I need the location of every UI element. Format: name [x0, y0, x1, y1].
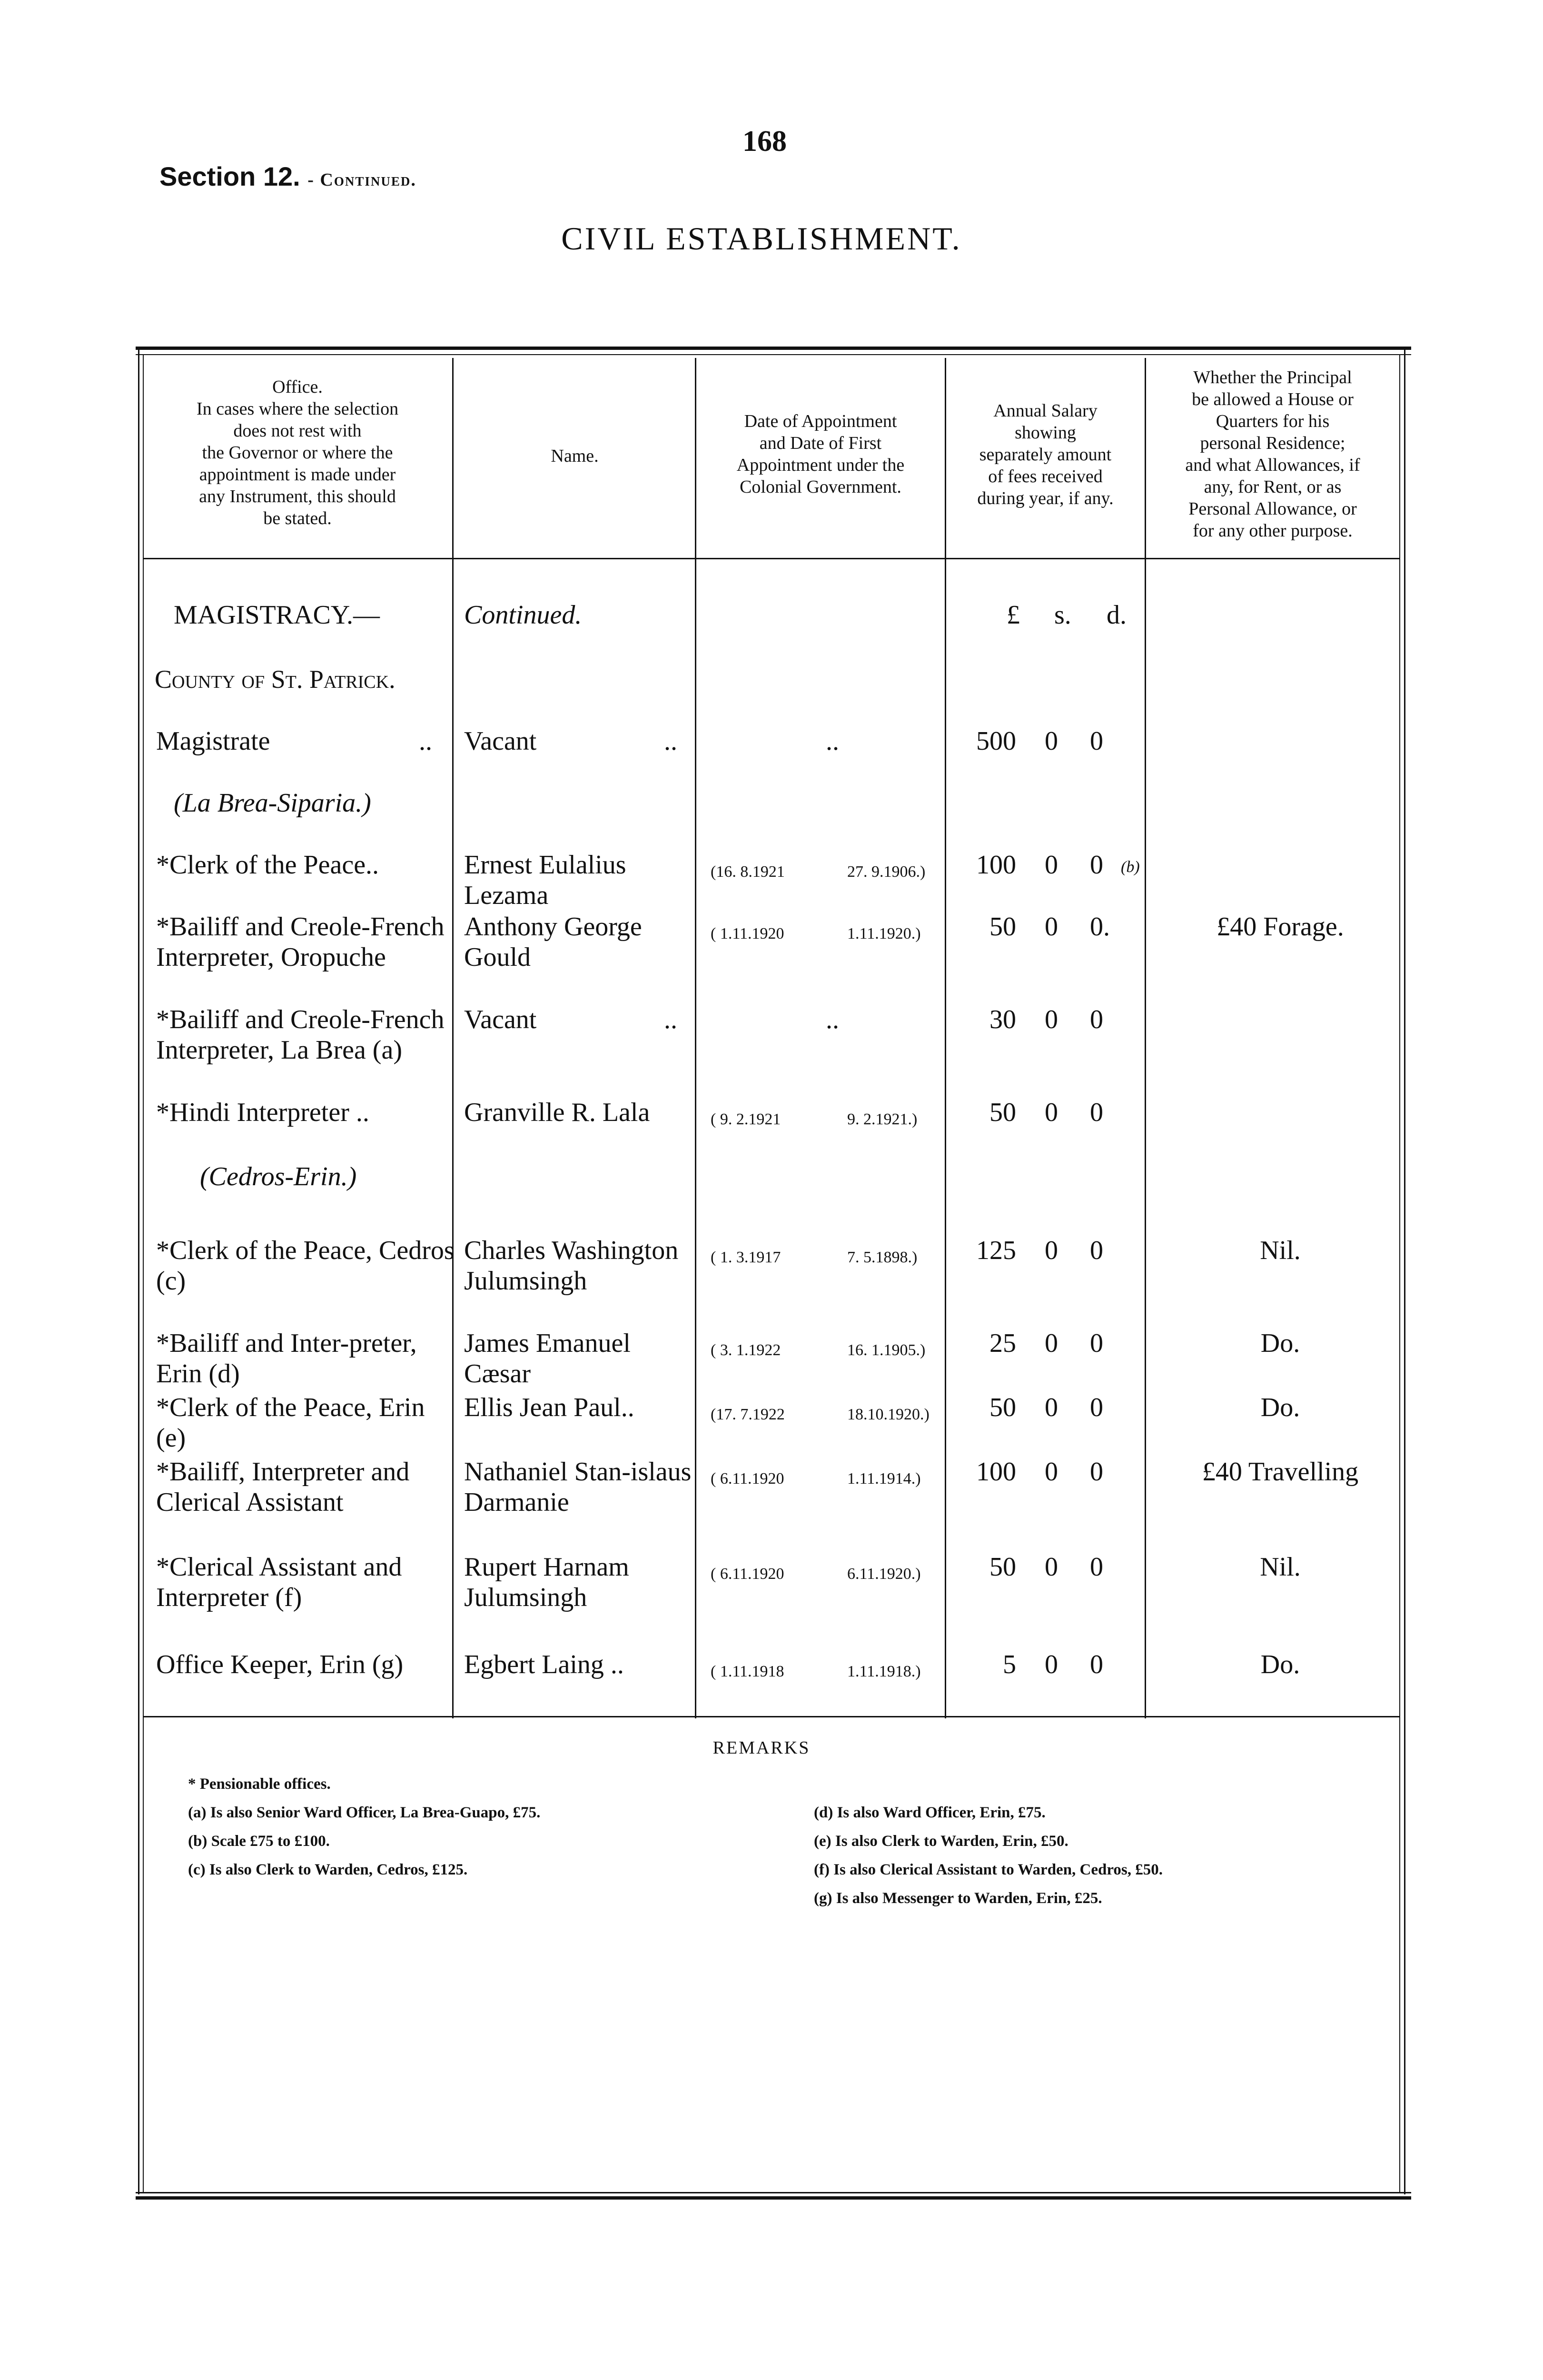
allowance-remark: Nil. [1260, 1552, 1301, 1582]
remark-note: (b) Scale £75 to £100. [188, 1833, 330, 1850]
table-row-office: Office Keeper, Erin (g) [156, 1650, 404, 1679]
page-title: CIVIL ESTABLISHMENT. [561, 220, 962, 257]
continued-label: Continued. [464, 600, 582, 630]
header-salary-line: Annual Salary [993, 401, 1098, 421]
header-allowance-line: any, for Rent, or as [1204, 477, 1342, 497]
date-first-appointment: 1.11.1918.) [847, 1663, 921, 1680]
remark-note: (c) Is also Clerk to Warden, Cedros, £125. [188, 1861, 468, 1878]
salary-shillings: 0 [1045, 1457, 1058, 1487]
date-appointment: ( 1.11.1920 [711, 925, 784, 942]
table-row-name: Granville R. Lala [464, 1098, 650, 1127]
table-row-office: Magistrate [156, 726, 270, 756]
salary-shillings: 0 [1045, 1650, 1058, 1679]
name-text: Ernest Eulalius Lezama [464, 850, 626, 910]
header-date-line: and Date of First [759, 433, 882, 453]
date-first-appointment: 9. 2.1921.) [847, 1111, 918, 1128]
salary-shillings: 0 [1045, 850, 1058, 880]
date-appointment: ( 9. 2.1921 [711, 1111, 781, 1128]
salary-shillings: 0 [1045, 726, 1058, 756]
table-row-office: *Bailiff and Inter-preter, Erin (d) [156, 1329, 417, 1388]
table-right-rule [1404, 350, 1405, 2194]
leader-dots: .. [664, 726, 677, 756]
salary-pence: 0 [1090, 1329, 1103, 1358]
salary-pounds: 125 [976, 1236, 1016, 1265]
col-divider-4 [1145, 358, 1146, 1718]
salary-shillings: 0 [1045, 1552, 1058, 1582]
header-date [696, 410, 945, 498]
table-row-name: Egbert Laing .. [464, 1650, 624, 1679]
date-appointment: ( 1. 3.1917 [711, 1249, 781, 1266]
allowance-remark: Do. [1260, 1393, 1300, 1422]
table-row-name: Ellis Jean Paul.. [464, 1393, 634, 1422]
remark-note: (f) Is also Clerical Assistant to Warden, Cedros, £50. [814, 1861, 1163, 1878]
header-office-line: does not rest with [233, 421, 362, 441]
allowance-remark: £40 Travelling [1202, 1457, 1359, 1487]
salary-pounds: 500 [976, 726, 1016, 756]
header-office [145, 376, 450, 529]
header-office-line: the Governor or where the [202, 443, 393, 463]
table-row-name [464, 850, 692, 911]
salary-pounds: 25 [989, 1329, 1016, 1358]
table-row-name: Vacant [464, 1005, 537, 1034]
salary-pence: 0 [1090, 1650, 1103, 1679]
table-left-inner-rule [143, 355, 144, 2192]
remark-note: * Pensionable offices. [188, 1775, 331, 1793]
table-bottom-rule [136, 2196, 1411, 2200]
table-row-name: Anthony George Gould [464, 912, 642, 972]
subheading-cedros-erin: (Cedros-Erin.) [200, 1162, 357, 1191]
date-placeholder: .. [826, 1005, 839, 1034]
table-row-office: *Clerk of the Peace.. [156, 850, 379, 880]
header-salary-line: of fees received [988, 466, 1103, 486]
header-allowance [1146, 367, 1399, 542]
section-continued: - Continued. [307, 170, 416, 190]
date-appointment: (16. 8.1921 [711, 863, 785, 881]
remarks-title: REMARKS [712, 1738, 811, 1758]
table-right-inner-rule [1399, 355, 1400, 2192]
leader-dots: .. [664, 1005, 677, 1034]
salary-shillings: 0 [1045, 1005, 1058, 1034]
date-first-appointment: 27. 9.1906.) [847, 863, 926, 881]
header-allowance-line: for any other purpose. [1193, 521, 1353, 541]
table-row-office: *Clerical Assistant and Interpreter (f) [156, 1552, 402, 1612]
remark-note: (g) Is also Messenger to Warden, Erin, £25. [814, 1890, 1102, 1907]
date-first-appointment: 6.11.1920.) [847, 1565, 921, 1583]
section-label-text: Section 12. [159, 161, 300, 191]
table-top-rule-thin [136, 354, 1411, 355]
salary-pounds: 50 [989, 1393, 1016, 1422]
page-number: 168 [742, 125, 787, 158]
allowance-remark: Nil. [1260, 1236, 1301, 1265]
header-office-line: be stated. [263, 508, 332, 528]
header-allowance-line: Whether the Principal [1193, 367, 1352, 387]
currency-pounds: £ [1007, 600, 1020, 630]
header-office-line: any Instrument, this should [199, 486, 396, 506]
salary-pence: 0 [1090, 1005, 1103, 1034]
salary-pounds: 30 [989, 1005, 1016, 1034]
salary-pence: 0 [1090, 1393, 1103, 1422]
salary-pence: 0 [1090, 1236, 1103, 1265]
salary-pence: 0 [1090, 850, 1103, 880]
subheading-la-brea: (La Brea-Siparia.) [174, 788, 371, 818]
table-row-office: *Clerk of the Peace, Cedros (c) [156, 1236, 455, 1296]
allowance-remark: £40 Forage. [1217, 912, 1344, 942]
salary-shillings: 0 [1045, 1393, 1058, 1422]
header-date-line: Appointment under the [736, 455, 905, 475]
date-appointment: ( 3. 1.1922 [711, 1341, 781, 1359]
salary-pence: 0. [1090, 912, 1110, 942]
salary-shillings: 0 [1045, 1098, 1058, 1127]
date-first-appointment: 1.11.1914.) [847, 1470, 921, 1488]
date-first-appointment: 1.11.1920.) [847, 925, 921, 942]
remark-note: (e) Is also Clerk to Warden, Erin, £50. [814, 1833, 1068, 1850]
salary-shillings: 0 [1045, 912, 1058, 942]
table-row-office: *Bailiff, Interpreter and Clerical Assistant [156, 1457, 410, 1517]
body-bottom-rule [144, 1716, 1400, 1717]
table-row-office: *Hindi Interpreter .. [156, 1098, 369, 1127]
allowance-remark: Do. [1260, 1650, 1300, 1679]
header-allowance-line: Quarters for his [1216, 411, 1330, 431]
table-row-name: Charles Washington Julumsingh [464, 1236, 679, 1296]
header-name: Name. [551, 446, 599, 466]
header-office-line: appointment is made under [199, 465, 396, 485]
col-divider-3 [945, 358, 946, 1718]
header-salary [946, 400, 1145, 509]
date-first-appointment: 18.10.1920.) [847, 1406, 930, 1423]
table-left-rule [138, 350, 139, 2194]
header-allowance-line: and what Allowances, if [1185, 455, 1360, 475]
header-salary-line: showing [1015, 423, 1076, 443]
remark-note: (d) Is also Ward Officer, Erin, £75. [814, 1804, 1046, 1821]
header-salary-line: separately amount [979, 445, 1112, 465]
salary-pounds: 100 [976, 850, 1016, 880]
county-heading: County of St. Patrick. [155, 665, 396, 694]
allowance-remark: Do. [1260, 1329, 1300, 1358]
date-appointment: ( 1.11.1918 [711, 1663, 784, 1680]
date-appointment: ( 6.11.1920 [711, 1565, 784, 1583]
salary-note-ref: (b) [1121, 858, 1140, 876]
currency-shillings: s. [1054, 600, 1071, 630]
header-salary-line: during year, if any. [977, 488, 1114, 508]
remark-note: (a) Is also Senior Ward Officer, La Brea-Guapo, £75. [188, 1804, 541, 1821]
header-allowance-line: Personal Allowance, or [1188, 499, 1357, 519]
table-row-office: *Bailiff and Creole-French Interpreter, La Brea (a) [156, 1005, 445, 1065]
salary-pence: 0 [1090, 1098, 1103, 1127]
section-label [159, 161, 416, 192]
salary-shillings: 0 [1045, 1236, 1058, 1265]
table-top-rule [136, 347, 1411, 350]
table-row-name: Rupert Harnam Julumsingh [464, 1552, 629, 1612]
table-bottom-rule-thin [136, 2192, 1411, 2193]
table-row-name: Nathaniel Stan-islaus Darmanie [464, 1457, 692, 1517]
table-row-name: Vacant [464, 726, 537, 756]
date-first-appointment: 16. 1.1905.) [847, 1341, 926, 1359]
table-row-office: *Clerk of the Peace, Erin (e) [156, 1393, 425, 1453]
header-office-line: Office. [272, 377, 323, 397]
salary-pounds: 100 [976, 1457, 1016, 1487]
salary-pounds: 5 [1003, 1650, 1016, 1679]
salary-pence: 0 [1090, 1552, 1103, 1582]
section-heading: MAGISTRACY.— [174, 600, 380, 630]
date-appointment: ( 6.11.1920 [711, 1470, 784, 1488]
leader-dots: .. [419, 726, 432, 756]
table-row-name: James Emanuel Cæsar [464, 1329, 631, 1388]
date-first-appointment: 7. 5.1898.) [847, 1249, 918, 1266]
date-placeholder: .. [826, 726, 839, 756]
salary-shillings: 0 [1045, 1329, 1058, 1358]
table-row-office: *Bailiff and Creole-French Interpreter, Oropuche [156, 912, 445, 972]
salary-pence: 0 [1090, 1457, 1103, 1487]
salary-pounds: 50 [989, 912, 1016, 942]
salary-pounds: 50 [989, 1552, 1016, 1582]
header-date-line: Colonial Government. [740, 477, 901, 497]
header-allowance-line: personal Residence; [1200, 433, 1345, 453]
date-appointment: (17. 7.1922 [711, 1406, 785, 1423]
header-allowance-line: be allowed a House or [1192, 389, 1354, 409]
header-office-line: In cases where the selection [196, 399, 399, 419]
currency-pence: d. [1107, 600, 1127, 630]
salary-pence: 0 [1090, 726, 1103, 756]
header-date-line: Date of Appointment [744, 411, 897, 431]
salary-pounds: 50 [989, 1098, 1016, 1127]
header-bottom-rule [144, 558, 1400, 559]
